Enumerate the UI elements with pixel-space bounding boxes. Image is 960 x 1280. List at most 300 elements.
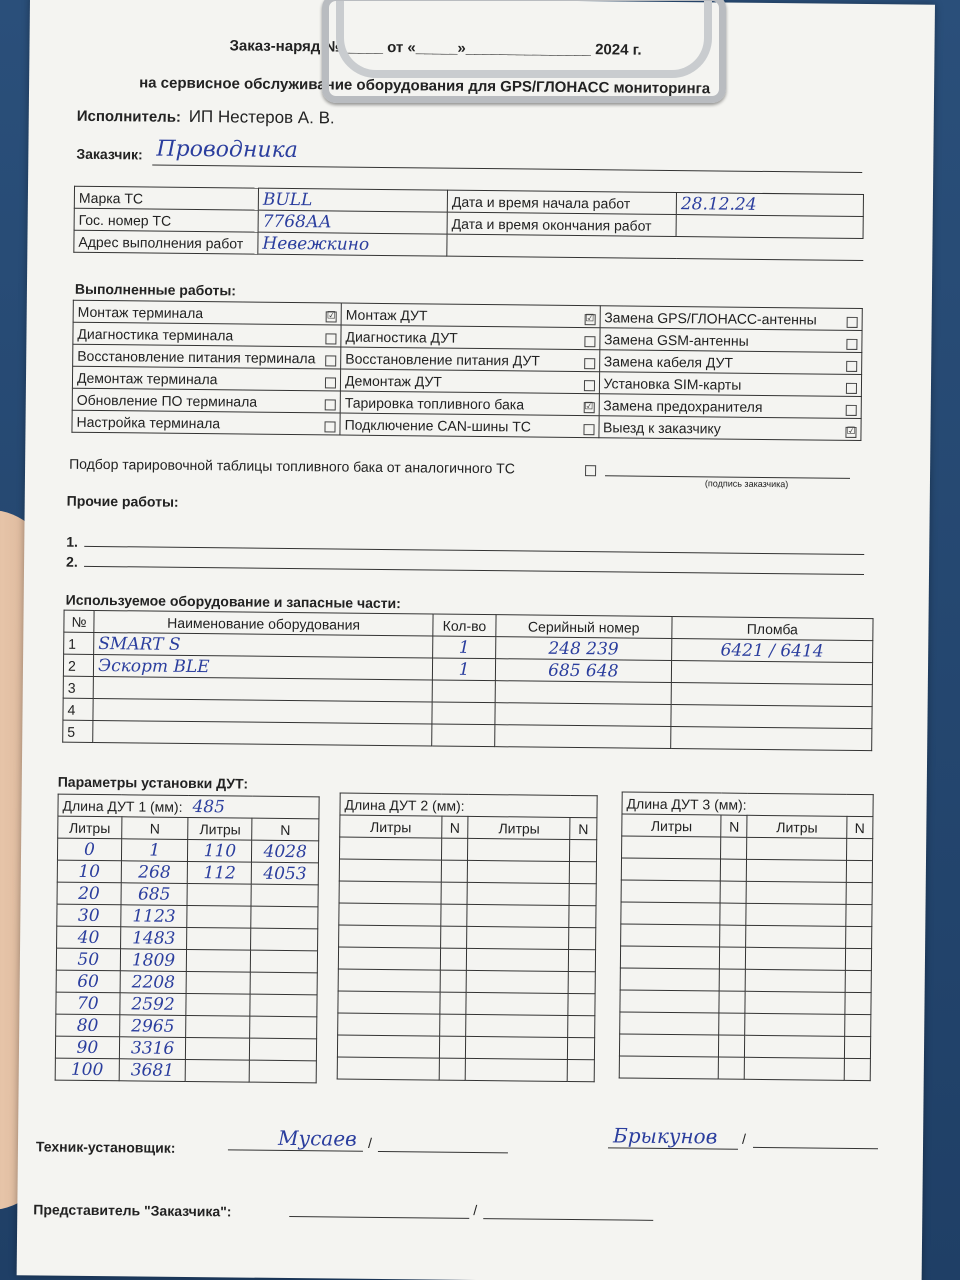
equipment-cell	[495, 725, 671, 749]
dut-cell	[747, 837, 847, 860]
dut-cell	[845, 926, 871, 948]
technician-line-2	[378, 1151, 508, 1153]
dut-row	[339, 837, 596, 862]
plate-label: Гос. номер ТС	[74, 208, 258, 232]
work-item-label: Обновление ПО терминала	[76, 391, 258, 410]
dut-cell	[440, 992, 467, 1014]
dut-cell	[441, 838, 468, 860]
dut-cell: 0	[57, 838, 121, 861]
dut-cell	[745, 991, 845, 1014]
dut-cell	[569, 861, 596, 883]
dut-cell	[339, 881, 441, 904]
other-work-2-line	[84, 566, 864, 575]
dut-cell	[251, 884, 318, 907]
dut-cell	[567, 1059, 594, 1081]
dut-title: Параметры установки ДУТ:	[57, 773, 249, 792]
dut-cell	[339, 837, 441, 860]
technician-slash: /	[367, 1134, 373, 1151]
dut-cell	[338, 991, 440, 1014]
work-item-checkbox[interactable]	[846, 404, 857, 415]
dut-cell: 60	[56, 970, 120, 993]
dut-column-header: N	[570, 817, 597, 839]
dut-cell	[187, 883, 251, 906]
clip-wire	[322, 0, 726, 103]
technician-line-1	[228, 1149, 363, 1151]
dut-row	[55, 1036, 316, 1061]
dut-cell	[251, 928, 318, 951]
dut-cell: 2208	[120, 971, 187, 994]
work-item-checkbox[interactable]	[325, 399, 336, 410]
work-item	[72, 366, 340, 391]
dut-cell	[570, 839, 597, 861]
dut-cell	[619, 1056, 719, 1079]
dut-length-value: 485	[192, 796, 226, 817]
dut-row	[56, 948, 317, 973]
work-item	[599, 328, 862, 353]
start-label: Дата и время начала работ	[447, 190, 676, 214]
dut-cell: 4028	[252, 840, 319, 863]
work-item-checkbox[interactable]	[847, 316, 858, 327]
dut-cell	[846, 904, 872, 926]
work-item-checkbox[interactable]	[583, 424, 594, 435]
technician-label: Техник-установщик:	[35, 1138, 176, 1156]
dut-column-header: Литры	[622, 814, 722, 837]
dut-cell	[467, 904, 569, 927]
dut-cell	[622, 836, 722, 859]
dut2-table	[337, 793, 598, 1083]
work-item-label: Замена GPS/ГЛОНАСС-антенны	[604, 308, 817, 328]
equipment-cell: 2	[63, 654, 93, 676]
dut-cell	[467, 882, 569, 905]
dut-cell	[846, 882, 872, 904]
work-item-label: Монтаж терминала	[77, 303, 204, 321]
dut-row	[620, 990, 871, 1015]
work-item	[340, 391, 599, 416]
work-item-checkbox[interactable]	[846, 360, 857, 371]
customer-label: Заказчик:	[76, 145, 143, 163]
equipment-cell: 6421 / 6414	[671, 639, 872, 663]
dut-cell: 3316	[119, 1037, 186, 1060]
dut-cell	[568, 1015, 595, 1037]
dut-cell	[338, 969, 440, 992]
dut-cell	[721, 837, 747, 859]
work-item-label: Замена GSM-антенны	[603, 330, 749, 349]
dut-cell	[845, 992, 871, 1014]
work-item	[599, 350, 862, 375]
dut-cell	[719, 1035, 745, 1057]
dut-cell	[719, 1057, 745, 1079]
dut-cell	[338, 1013, 440, 1036]
dut-cell	[440, 970, 467, 992]
dut-row	[339, 859, 596, 884]
dut-cell	[620, 946, 720, 969]
equipment-header: Наименование оборудования	[94, 610, 433, 636]
dut-length-cell	[340, 793, 597, 818]
dut-cell	[569, 883, 596, 905]
dut-cell	[569, 927, 596, 949]
vehicle-table	[73, 186, 864, 261]
work-item-label: Замена кабеля ДУТ	[603, 352, 734, 371]
dut-row	[57, 904, 318, 929]
dut-cell	[720, 903, 746, 925]
works-title: Выполненные работы:	[74, 280, 237, 299]
work-item-label: Выезд к заказчику	[603, 418, 721, 437]
dut-cell	[569, 905, 596, 927]
dut-cell: 2965	[119, 1015, 186, 1038]
dut-cell	[844, 1014, 870, 1036]
dut-cell	[846, 838, 872, 860]
dut-row	[621, 858, 872, 883]
dut-cell	[466, 992, 568, 1015]
work-item	[72, 388, 340, 413]
work-item-label: Монтаж ДУТ	[345, 306, 428, 323]
dut-cell	[441, 904, 468, 926]
work-item-label: Настройка терминала	[76, 413, 221, 431]
dut-cell	[621, 924, 721, 947]
calibration-label: Подбор тарировочной таблицы топливного бака от аналогичного ТС	[69, 455, 515, 477]
dut-cell	[186, 1059, 250, 1082]
dut-row	[621, 924, 872, 949]
dut-cell	[621, 880, 721, 903]
equipment-cell: 248 239	[495, 637, 671, 661]
dut-row	[620, 946, 871, 971]
work-item-label: Диагностика ДУТ	[345, 328, 458, 346]
dut-cell	[440, 926, 467, 948]
equipment-cell	[495, 681, 671, 705]
dut-cell	[568, 971, 595, 993]
dut-cell: 3681	[119, 1059, 186, 1082]
dut-row	[338, 991, 595, 1016]
dut-cell	[845, 970, 871, 992]
work-item-label: Подключение CAN-шины ТС	[344, 416, 532, 435]
dut-cell	[719, 1013, 745, 1035]
executor-value: ИП Нестеров А. В.	[188, 106, 335, 128]
dut-cell: 685	[121, 883, 188, 906]
address-label: Адрес выполнения работ	[74, 230, 258, 254]
dut-cell	[186, 993, 250, 1016]
dut-length-label: Длина ДУТ 1 (мм):	[62, 797, 183, 815]
dut-cell	[249, 1060, 316, 1083]
work-item-checkbox[interactable]	[584, 358, 595, 369]
end-value	[676, 215, 863, 239]
work-item-label: Демонтаж ДУТ	[345, 372, 442, 390]
dut-row	[55, 1058, 316, 1083]
dut-cell	[844, 1036, 870, 1058]
dut-length-cell	[58, 794, 319, 819]
technician-slash-2: /	[742, 1130, 747, 1147]
dut-cell	[747, 881, 847, 904]
dut-cell	[186, 1037, 250, 1060]
dut-cell	[251, 950, 318, 973]
other-work-1-line	[84, 546, 864, 555]
equipment-cell: 3	[63, 676, 93, 698]
dut-cell: 70	[56, 992, 120, 1015]
dut-cell: 1483	[120, 927, 187, 950]
dut-cell	[250, 1038, 317, 1061]
customer-rep-line-1	[289, 1216, 469, 1219]
work-item-label: Восстановление питания ДУТ	[345, 350, 540, 369]
dut-row	[619, 1034, 870, 1059]
equipment-header: Пломба	[672, 617, 873, 641]
work-item-checkbox[interactable]	[846, 338, 857, 349]
dut-cell	[720, 947, 746, 969]
dut-cell: 10	[57, 860, 121, 883]
dut-cell	[568, 1037, 595, 1059]
dut-cell: 100	[55, 1058, 119, 1081]
equipment-cell	[432, 724, 495, 747]
dut-cell	[746, 947, 846, 970]
work-item-checkbox[interactable]: ☑	[584, 400, 594, 412]
dut-row	[621, 880, 872, 905]
dut-row	[622, 836, 873, 861]
dut-cell	[620, 990, 720, 1013]
dut-row	[339, 925, 596, 950]
work-item	[600, 306, 863, 331]
dut-cell	[250, 972, 317, 995]
work-item-checkbox[interactable]	[325, 377, 336, 388]
work-item	[341, 347, 600, 372]
dut-column-header: Литры	[188, 817, 252, 840]
customer-rep-line-2	[483, 1218, 653, 1221]
dut-cell	[721, 859, 747, 881]
dut-row	[56, 992, 317, 1017]
dut-cell	[187, 971, 251, 994]
start-value: 28.12.24	[676, 193, 863, 217]
dut-cell	[251, 906, 318, 929]
dut-cell: 110	[188, 839, 252, 862]
equipment-cell: 1	[433, 658, 496, 681]
dut-cell	[186, 1015, 250, 1038]
dut-cell	[441, 860, 468, 882]
dut-column-header: Литры	[58, 816, 122, 839]
dut-cell	[621, 902, 721, 925]
dut-column-header: N	[441, 816, 468, 838]
dut-column-header: Литры	[747, 815, 847, 838]
work-item-checkbox[interactable]	[325, 333, 336, 344]
other-work-2-number: 2.	[66, 553, 78, 570]
dut-cell	[720, 925, 746, 947]
dut-cell: 40	[57, 926, 121, 949]
work-item-checkbox[interactable]	[584, 336, 595, 347]
equipment-cell	[495, 703, 671, 727]
dut-cell	[187, 949, 251, 972]
dut-cell	[568, 993, 595, 1015]
equipment-header: №	[64, 610, 94, 632]
title-line-2: на сервисное обслуживание оборудования для GPS/ГЛОНАСС мониторинга	[139, 74, 711, 98]
dut-row	[57, 926, 318, 951]
dut-cell	[747, 859, 847, 882]
dut-cell: 30	[57, 904, 121, 927]
equipment-cell	[93, 720, 432, 746]
brand-label: Марка ТС	[74, 186, 258, 210]
customer-line	[152, 165, 862, 173]
customer-value: Проводника	[156, 136, 298, 164]
dut-cell	[467, 948, 569, 971]
dut-cell: 50	[56, 948, 120, 971]
dut-cell	[746, 925, 846, 948]
dut-cell	[466, 1036, 568, 1059]
dut-cell	[845, 948, 871, 970]
work-item-checkbox[interactable]	[325, 355, 336, 366]
work-item-label: Установка SIM-карты	[603, 374, 742, 393]
dut-cell	[468, 860, 570, 883]
executor-label: Исполнитель:	[76, 107, 182, 126]
end-label: Дата и время окончания работ	[447, 212, 676, 236]
dut-cell: 268	[121, 861, 188, 884]
dut-cell	[844, 1058, 870, 1080]
dut-cell	[719, 991, 745, 1013]
equipment-cell: 685 648	[495, 659, 671, 683]
dut-row	[57, 882, 318, 907]
work-item	[340, 369, 599, 394]
work-item-checkbox[interactable]	[325, 421, 336, 432]
work-item-label: Демонтаж терминала	[76, 369, 218, 387]
work-item	[598, 416, 861, 441]
dut-row	[620, 1012, 871, 1037]
work-item-checkbox[interactable]: ☑	[326, 309, 336, 321]
dut-row	[56, 1014, 317, 1039]
equipment-cell: SMART S	[94, 632, 433, 658]
title-line-1: Заказ-наряд №_____ от «_____»_______________ 2024 г.	[229, 37, 642, 59]
dut-row	[338, 969, 595, 994]
dut-row	[339, 903, 596, 928]
dut-cell	[467, 970, 569, 993]
dut-cell	[187, 905, 251, 928]
dut-cell	[250, 1016, 317, 1039]
dut-cell	[745, 1057, 845, 1080]
work-item-checkbox[interactable]	[583, 380, 594, 391]
dut-cell	[846, 860, 872, 882]
dut-cell	[337, 1035, 439, 1058]
dut-column-header: N	[252, 818, 319, 841]
equipment-cell: 5	[63, 720, 93, 742]
equipment-cell	[670, 727, 871, 751]
work-item	[341, 303, 600, 328]
equipment-cell: Эскорт BLE	[94, 654, 433, 680]
dut-column-header: N	[121, 817, 188, 840]
dut-cell: 1	[121, 839, 188, 862]
works-table	[71, 300, 862, 441]
dut-cell	[746, 903, 846, 926]
dut-row	[339, 881, 596, 906]
dut-cell	[466, 1058, 568, 1081]
dut-cell	[619, 1034, 719, 1057]
other-works-title: Прочие работы:	[66, 492, 179, 510]
other-work-1-number: 1.	[66, 533, 79, 550]
work-item	[73, 322, 341, 347]
dut-cell	[720, 881, 746, 903]
dut-length-label: Длина ДУТ 2 (мм):	[344, 796, 465, 814]
dut-length-cell	[622, 792, 873, 817]
dut-row	[338, 947, 595, 972]
work-item-label: Диагностика терминала	[77, 325, 234, 343]
technician-line-4	[753, 1147, 878, 1149]
dut-cell	[569, 949, 596, 971]
plate-value: 7768АА	[258, 210, 447, 234]
dut-cell	[441, 882, 468, 904]
customer-rep-slash: /	[473, 1201, 478, 1219]
dut-cell: 20	[57, 882, 121, 905]
dut-cell: 90	[55, 1036, 119, 1059]
address-value: Невежкино	[258, 232, 447, 256]
dut-row	[337, 1035, 594, 1060]
work-item-checkbox[interactable]: ☑	[846, 425, 856, 437]
dut-column-header: N	[847, 816, 873, 838]
equipment-header: Серийный номер	[496, 615, 672, 639]
dut-column-header: Литры	[468, 816, 570, 839]
work-item-checkbox[interactable]: ☑	[585, 312, 595, 324]
dut-row	[57, 838, 318, 863]
dut-cell	[440, 948, 467, 970]
equipment-cell: 1	[433, 636, 496, 659]
dut-row	[337, 1057, 594, 1082]
work-item	[599, 394, 862, 419]
work-item	[340, 413, 599, 438]
dut-row	[620, 968, 871, 993]
dut-cell	[187, 927, 251, 950]
dut-cell	[339, 925, 441, 948]
dut-row	[56, 970, 317, 995]
dut-cell	[468, 838, 570, 861]
dut-cell	[719, 969, 745, 991]
dut-cell	[745, 1013, 845, 1036]
technician-line-3	[608, 1147, 738, 1149]
equipment-cell: 4	[63, 698, 93, 720]
dut-length-label: Длина ДУТ 3 (мм):	[626, 795, 747, 813]
work-order-sheet	[17, 0, 935, 1280]
dut-cell	[621, 858, 721, 881]
customer-rep-label: Представитель "Заказчика":	[33, 1201, 232, 1220]
work-item	[73, 300, 341, 325]
calibration-checkbox[interactable]	[585, 465, 596, 476]
dut-cell	[745, 1035, 845, 1058]
dut-row	[621, 902, 872, 927]
work-item-label: Восстановление питания терминала	[77, 347, 316, 366]
dut-cell	[337, 1057, 439, 1080]
work-item-checkbox[interactable]	[846, 382, 857, 393]
dut-cell	[620, 968, 720, 991]
brand-value: BULL	[258, 188, 447, 212]
work-item	[72, 410, 340, 435]
work-item	[599, 372, 862, 397]
dut-row	[57, 860, 318, 885]
dut-cell	[439, 1058, 466, 1080]
equipment-cell: 1	[64, 632, 94, 654]
dut-cell	[746, 969, 846, 992]
equipment-cell	[432, 680, 495, 703]
dut-cell	[250, 994, 317, 1017]
dut-cell	[338, 947, 440, 970]
dut-cell	[467, 926, 569, 949]
work-item-label: Тарировка топливного бака	[344, 394, 525, 412]
equipment-table	[62, 610, 873, 751]
dut-cell: 2592	[120, 993, 187, 1016]
work-item-label: Замена предохранителя	[603, 396, 763, 415]
signature-caption: (подпись заказчика)	[704, 478, 789, 490]
equipment-cell	[671, 705, 872, 729]
work-item	[341, 325, 600, 350]
dut-cell: 1809	[120, 949, 187, 972]
technician-signature-2: Брыкунов	[612, 1123, 718, 1149]
dut-cell: 112	[188, 861, 252, 884]
work-item	[73, 344, 341, 369]
dut-cell	[339, 903, 441, 926]
technician-signature: Мусаев	[277, 1125, 357, 1151]
dut-column-header: N	[721, 815, 747, 837]
dut1-table	[55, 794, 320, 1084]
dut-row	[619, 1056, 870, 1081]
dut-cell: 1123	[121, 905, 188, 928]
